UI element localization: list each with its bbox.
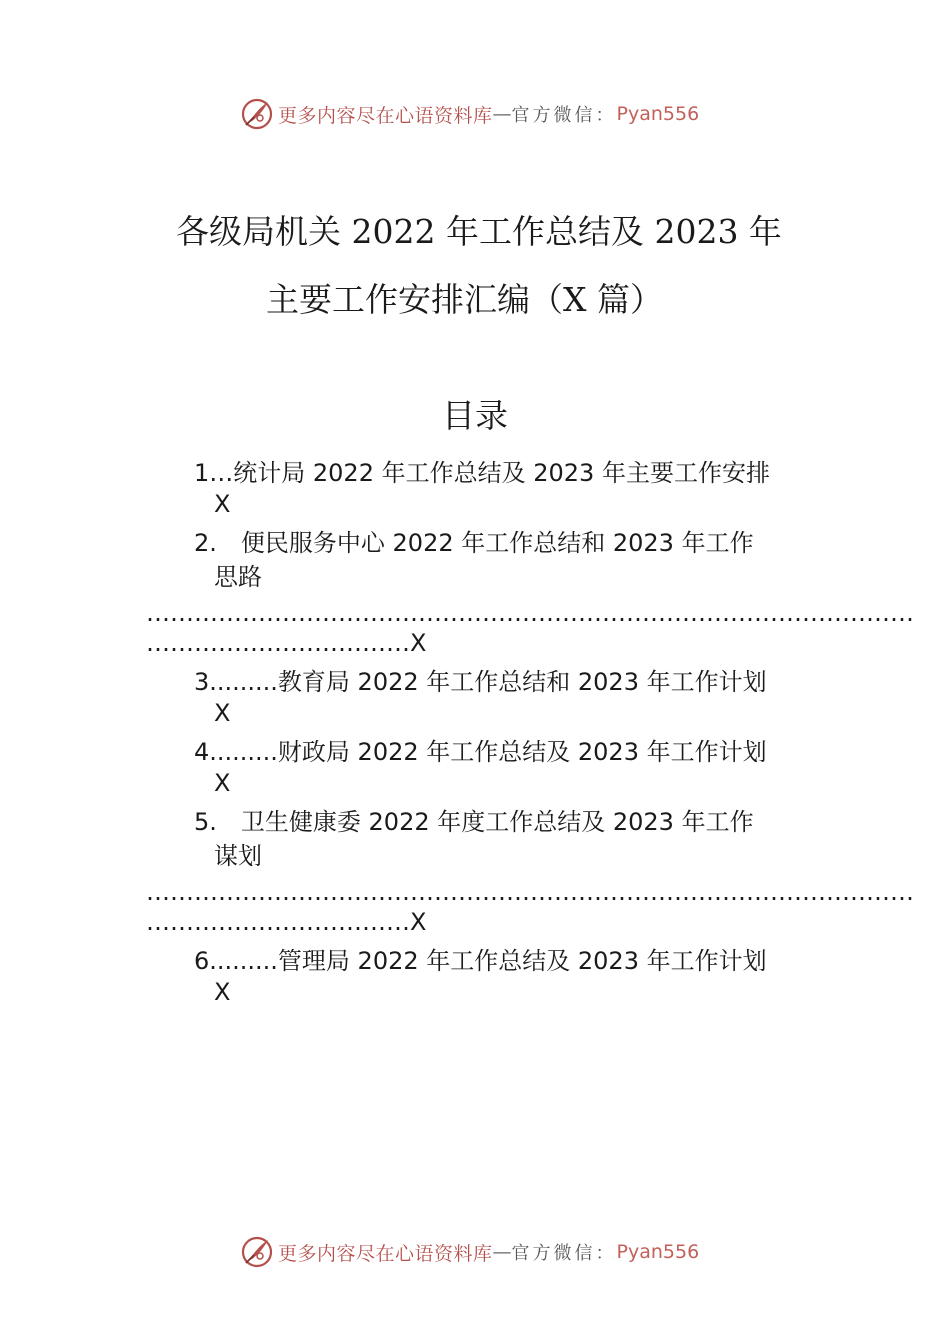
header-brand-text: 更多内容尽在心语资料库 [278, 104, 493, 127]
header-banner-content [240, 94, 699, 134]
feather-quill-logo-icon [240, 1235, 274, 1269]
footer-brand-text: 更多内容尽在心语资料库 [278, 1242, 493, 1265]
toc-item-5[interactable]: 5. 卫生健康委 2022 年度工作总结及 2023 年工作 [194, 808, 754, 836]
toc-item-6[interactable]: 6.........管理局 2022 年工作总结及 2023 年工作计划 [194, 947, 767, 975]
footer-wechat-id: Pyan556 [616, 1241, 700, 1263]
toc-item-3-page: X [214, 699, 231, 727]
toc-heading: 目录 [442, 396, 508, 435]
toc-item-2-leader-dots: …………………………………………………………………………………… [146, 599, 914, 627]
toc-item-5-leader-dots: …………………………………………………………………………………… [146, 878, 914, 906]
header-banner [0, 94, 950, 134]
document-title-line-2: 主要工作安排汇编（X 篇） [266, 280, 663, 319]
toc-item-5-page: ……………………………X [146, 908, 427, 936]
header-dash: — [492, 103, 512, 125]
toc-item-4[interactable]: 4.........财政局 2022 年工作总结及 2023 年工作计划 [194, 738, 767, 766]
toc-item-2-page: ……………………………X [146, 629, 427, 657]
toc-item-2[interactable]: 2. 便民服务中心 2022 年工作总结和 2023 年工作 [194, 529, 754, 557]
toc-item-4-page: X [214, 769, 231, 797]
toc-item-1-page: X [214, 490, 231, 518]
header-wechat-label: 官方微信： [511, 105, 617, 126]
toc-item-1[interactable]: 1…统计局 2022 年工作总结及 2023 年主要工作安排 [194, 459, 770, 487]
toc-item-6-page: X [214, 978, 231, 1006]
footer-banner-content [240, 1232, 699, 1272]
footer-dash: — [492, 1241, 512, 1263]
toc-item-2-continuation: 思路 [214, 563, 262, 591]
document-title-line-1: 各级局机关 2022 年工作总结及 2023 年 [176, 212, 782, 251]
feather-quill-logo-icon [240, 97, 274, 131]
footer-banner [0, 1232, 950, 1272]
toc-item-5-continuation: 谋划 [214, 842, 262, 870]
header-wechat-id: Pyan556 [616, 103, 700, 125]
toc-item-3[interactable]: 3.........教育局 2022 年工作总结和 2023 年工作计划 [194, 668, 767, 696]
footer-wechat-label: 官方微信： [511, 1243, 617, 1264]
